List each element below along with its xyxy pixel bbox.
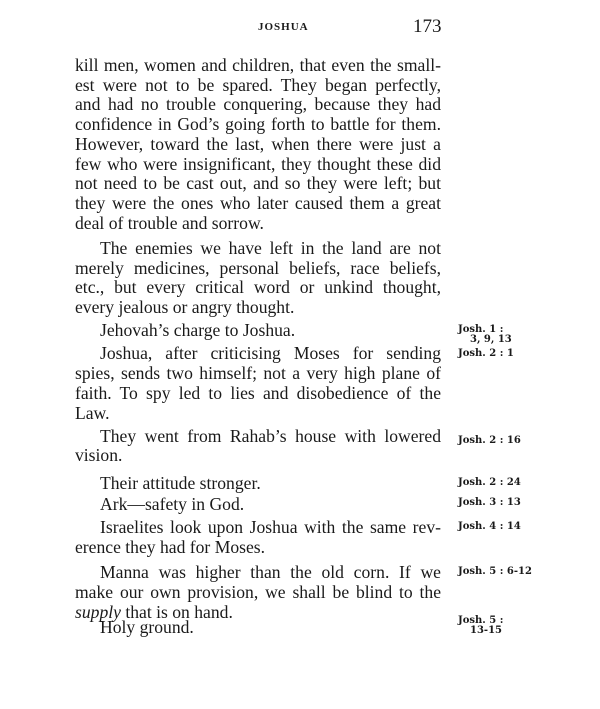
reference-text: Josh. 1 : [458, 324, 504, 335]
text-line: Israelites look upon Joshua with the same rev- [100, 517, 441, 537]
text-line: est were not to be spared. They began perfectly, [75, 75, 441, 95]
margin-reference [458, 325, 512, 345]
text-line: confidence in God’s going forth to battle for them. [75, 114, 441, 134]
reference-text: 3, 9, 13 [470, 334, 512, 345]
text-line: deal of trouble and sorrow. [75, 213, 264, 233]
text-line: merely medicines, personal beliefs, race beliefs, [75, 258, 441, 278]
text-line: Holy ground. [100, 617, 194, 637]
text-line: The enemies we have left in the land are not [100, 238, 441, 258]
reference-text: Josh. 5 : [458, 615, 504, 626]
text-line: Joshua, after criticising Moses for sending [100, 343, 441, 363]
text-line: spies, sends two himself; not a very high plane of [75, 363, 441, 383]
margin-reference: Josh. 2 : 1 [458, 348, 514, 359]
text-line: vision. [75, 445, 123, 465]
text-line: Law. [75, 403, 110, 423]
running-title: JOSHUA [258, 21, 309, 33]
margin-reference: Josh. 3 : 13 [458, 497, 521, 508]
text-line: erence they had for Moses. [75, 537, 266, 557]
text-line: make our own provision, we shall be blind to the [75, 582, 441, 602]
emphasis: supply [75, 602, 121, 622]
text-line: kill men, women and children, that even the small- [75, 55, 441, 75]
text-line: Jehovah’s charge to Joshua. [100, 320, 296, 340]
text-line: faith. To spy led to lies and disobedience of the [75, 383, 441, 403]
margin-reference: Josh. 2 : 16 [458, 435, 521, 446]
margin-reference: Josh. 2 : 24 [458, 477, 521, 488]
text-line: Their attitude stronger. [100, 473, 261, 493]
text-line: not need to be cast out, and so they were left; but [75, 173, 441, 193]
page-number: 173 [413, 16, 442, 37]
text-line: etc., but every critical word or unkind thought, [75, 277, 441, 297]
text-fragment: that is on hand. [120, 602, 233, 622]
text-line: every jealous or angry thought. [75, 297, 295, 317]
text-line: Manna was higher than the old corn. If we [100, 562, 441, 582]
text-line: few who were insignificant, they thought these did [75, 154, 441, 174]
text-line: Ark—safety in God. [100, 494, 245, 514]
reference-text: 13-15 [470, 625, 502, 636]
margin-reference: Josh. 5 : 6-12 [458, 566, 532, 577]
text-line: However, toward the last, when there were just a [75, 134, 441, 154]
margin-reference: Josh. 4 : 14 [458, 521, 521, 532]
text-line: They went from Rahab’s house with lowered [100, 426, 441, 446]
margin-reference [458, 616, 503, 636]
text-line: and had no trouble conquering, because they had [75, 94, 441, 114]
text-line: they were the ones who later caused them a great [75, 193, 441, 213]
